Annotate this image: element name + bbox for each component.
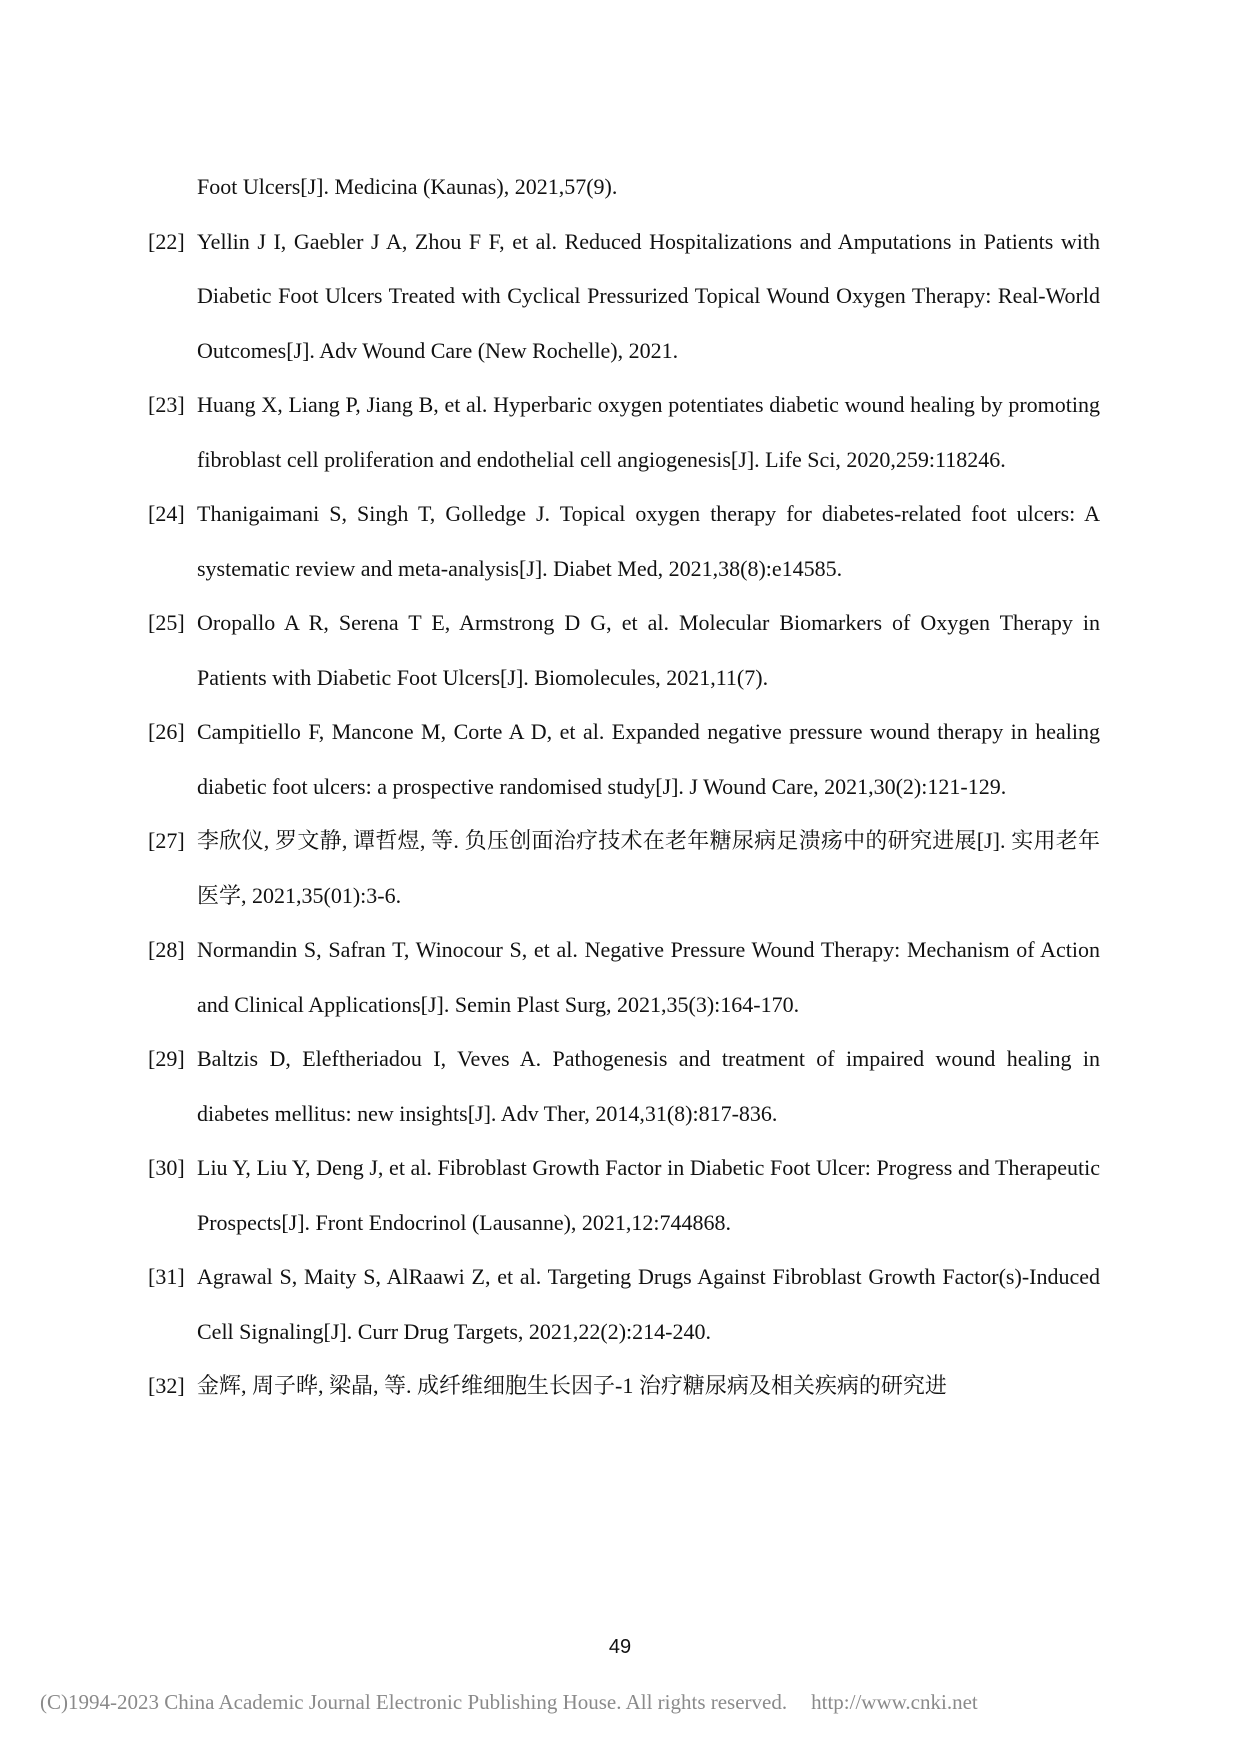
reference-item-24 [148,487,1100,596]
reference-number: [25] [148,610,185,635]
reference-number: [26] [148,719,185,744]
reference-number: [27] [148,828,185,853]
reference-number: [24] [148,501,185,526]
reference-item-22 [148,215,1100,379]
reference-item-27 [148,814,1100,923]
reference-number: [22] [148,228,185,254]
reference-number: [28] [148,937,185,962]
reference-item-29 [148,1032,1100,1141]
reference-text: 金辉, 周子晔, 梁晶, 等. 成纤维细胞生长因子-1 治疗糖尿病及相关疾病的研究进 [197,1373,947,1398]
reference-text: 李欣仪, 罗文静, 谭哲煜, 等. 负压创面治疗技术在老年糖尿病足溃疡中的研究进展[J]. 实用老年医学, 2021,35(01):3-6. [197,828,1100,908]
reference-text: Campitiello F, Mancone M, Corte A D, et al. Expanded negative pressure wound therapy in healing diabetic foot ulcers: a prospective randomised study[J]. J Wound Care, 2021,30(2):121-129. [197,719,1100,799]
reference-text: Liu Y, Liu Y, Deng J, et al. Fibroblast Growth Factor in Diabetic Foot Ulcer: Progress and Therapeutic Prospects[J]. Front Endocrinol (Lausanne), 2021,12:744868. [197,1155,1100,1235]
reference-item-23 [148,378,1100,487]
page-number: 49 [608,1636,632,1658]
copyright-text: (C)1994-2023 China Academic Journal Electronic Publishing House. All rights reserved. [40,1690,788,1714]
footer-url: http://www.cnki.net [811,1690,978,1714]
reference-number: [32] [148,1373,185,1398]
reference-text: Normandin S, Safran T, Winocour S, et al. Negative Pressure Wound Therapy: Mechanism of Action and Clinical Applications[J]. Semin Plast Surg, 2021,35(3):164-170. [197,937,1100,1017]
reference-item-26 [148,705,1100,814]
reference-number: [29] [148,1046,185,1071]
reference-number: [30] [148,1155,185,1180]
reference-number: [31] [148,1264,185,1289]
reference-text: Foot Ulcers[J]. Medicina (Kaunas), 2021,57(9). [197,174,618,199]
reference-item-31 [148,1250,1100,1359]
reference-text: Yellin J I, Gaebler J A, Zhou F F, et al. Reduced Hospitalizations and Amputations in Patients with Diabetic Foot Ulcers Treated with Cyclical Pressurized Topical Wound Oxygen Therapy: Real-World Outcomes[J]. Adv Wound Care (New Rochelle), 2021. [197,228,1100,363]
reference-text: Agrawal S, Maity S, AlRaawi Z, et al. Targeting Drugs Against Fibroblast Growth Factor(s)-Induced Cell Signaling[J]. Curr Drug Targets, 2021,22(2):214-240. [197,1264,1100,1344]
reference-continuation [148,160,1100,215]
reference-item-25 [148,596,1100,705]
reference-item-30 [148,1141,1100,1250]
reference-list [148,160,1100,1414]
reference-number: [23] [148,392,185,417]
reference-item-28 [148,923,1100,1032]
reference-text: Thanigaimani S, Singh T, Golledge J. Topical oxygen therapy for diabetes-related foot ulcers: A systematic review and meta-analysis[J]. Diabet Med, 2021,38(8):e14585. [197,501,1100,581]
reference-text: Oropallo A R, Serena T E, Armstrong D G, et al. Molecular Biomarkers of Oxygen Therapy in Patients with Diabetic Foot Ulcers[J]. Biomolecules, 2021,11(7). [197,610,1100,690]
reference-item-32 [148,1359,1100,1414]
reference-text: Baltzis D, Eleftheriadou I, Veves A. Pathogenesis and treatment of impaired wound healing in diabetes mellitus: new insights[J]. Adv Ther, 2014,31(8):817-836. [197,1046,1100,1126]
copyright-footer [40,1690,978,1715]
reference-text: Huang X, Liang P, Jiang B, et al. Hyperbaric oxygen potentiates diabetic wound healing by promoting fibroblast cell proliferation and endothelial cell angiogenesis[J]. Life Sci, 2020,259:118246. [197,392,1100,472]
